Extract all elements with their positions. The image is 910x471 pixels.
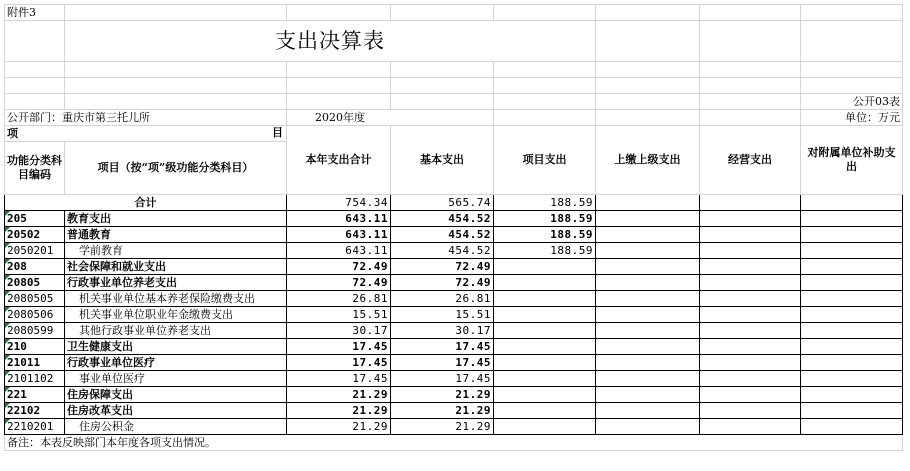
footnote: 备注：本表反映部门本年度各项支出情况。 bbox=[5, 435, 903, 451]
row-basic: 17.45 bbox=[391, 371, 494, 387]
header-business: 经营支出 bbox=[700, 126, 801, 195]
row-code: 208 bbox=[5, 259, 65, 275]
total-amount: 754.34 bbox=[287, 195, 391, 211]
row-code: 205 bbox=[5, 211, 65, 227]
spreadsheet bbox=[4, 4, 906, 451]
row-project bbox=[494, 323, 596, 339]
row-empty-cell bbox=[596, 371, 700, 387]
row-basic: 17.45 bbox=[391, 355, 494, 371]
table-row bbox=[5, 339, 903, 355]
attachment-label: 附件3 bbox=[5, 5, 65, 21]
row-code: 20805 bbox=[5, 275, 65, 291]
row-project bbox=[494, 355, 596, 371]
total-label: 合计 bbox=[5, 195, 287, 211]
row-empty-cell bbox=[700, 323, 801, 339]
row-empty-cell bbox=[596, 211, 700, 227]
row-empty-cell bbox=[801, 419, 903, 435]
table-row bbox=[5, 259, 903, 275]
page-title: 支出决算表 bbox=[65, 21, 596, 62]
row-empty-cell bbox=[801, 243, 903, 259]
header-name: 项目（按“项”级功能分类科目） bbox=[65, 142, 287, 195]
row-empty-cell bbox=[700, 371, 801, 387]
row-total: 30.17 bbox=[287, 323, 391, 339]
row-empty-cell bbox=[596, 307, 700, 323]
row-project bbox=[494, 419, 596, 435]
table-row bbox=[5, 227, 903, 243]
row-empty-cell bbox=[596, 403, 700, 419]
row-basic: 15.51 bbox=[391, 307, 494, 323]
row-empty-cell bbox=[801, 211, 903, 227]
row-empty-cell bbox=[801, 339, 903, 355]
row-empty-cell bbox=[700, 355, 801, 371]
row-empty-cell bbox=[801, 227, 903, 243]
table-row bbox=[5, 355, 903, 371]
row-total: 17.45 bbox=[287, 371, 391, 387]
row-empty-cell bbox=[596, 275, 700, 291]
table-row bbox=[5, 371, 903, 387]
row-empty-cell bbox=[700, 275, 801, 291]
row-code: 2080506 bbox=[5, 307, 65, 323]
header-item-right: 目 bbox=[272, 126, 283, 139]
total-project: 188.59 bbox=[494, 195, 596, 211]
table-row bbox=[5, 403, 903, 419]
header-upper: 上缴上级支出 bbox=[596, 126, 700, 195]
header-basic: 基本支出 bbox=[391, 126, 494, 195]
row-empty-cell bbox=[700, 307, 801, 323]
row-code: 22102 bbox=[5, 403, 65, 419]
row-project bbox=[494, 403, 596, 419]
row-total: 17.45 bbox=[287, 339, 391, 355]
row-basic: 454.52 bbox=[391, 227, 494, 243]
row-project bbox=[494, 259, 596, 275]
year-label: 2020年度 bbox=[287, 110, 494, 126]
row-name: 事业单位医疗 bbox=[65, 371, 287, 387]
row-name: 学前教育 bbox=[65, 243, 287, 259]
row-project bbox=[494, 275, 596, 291]
row-empty-cell bbox=[596, 387, 700, 403]
header-code: 功能分类科目编码 bbox=[5, 142, 65, 195]
row-basic: 454.52 bbox=[391, 211, 494, 227]
row-basic: 21.29 bbox=[391, 419, 494, 435]
expenditure-table bbox=[4, 4, 903, 451]
row-empty-cell bbox=[700, 339, 801, 355]
row-total: 17.45 bbox=[287, 355, 391, 371]
row-project: 188.59 bbox=[494, 227, 596, 243]
row-empty-cell bbox=[700, 227, 801, 243]
row-name: 行政事业单位医疗 bbox=[65, 355, 287, 371]
row-total: 643.11 bbox=[287, 211, 391, 227]
row-empty-cell bbox=[700, 211, 801, 227]
row-basic: 17.45 bbox=[391, 339, 494, 355]
row-name: 教育支出 bbox=[65, 211, 287, 227]
row-name: 普通教育 bbox=[65, 227, 287, 243]
row-empty-cell bbox=[700, 403, 801, 419]
row-code: 2210201 bbox=[5, 419, 65, 435]
row-empty-cell bbox=[596, 419, 700, 435]
row-empty-cell bbox=[700, 243, 801, 259]
total-basic: 565.74 bbox=[391, 195, 494, 211]
header-total: 本年支出合计 bbox=[287, 126, 391, 195]
row-empty-cell bbox=[596, 355, 700, 371]
row-total: 21.29 bbox=[287, 419, 391, 435]
row-total: 643.11 bbox=[287, 227, 391, 243]
row-empty-cell bbox=[596, 291, 700, 307]
row-basic: 21.29 bbox=[391, 403, 494, 419]
row-name: 住房公积金 bbox=[65, 419, 287, 435]
row-code: 2101102 bbox=[5, 371, 65, 387]
row-name: 住房改革支出 bbox=[65, 403, 287, 419]
row-name: 行政事业单位养老支出 bbox=[65, 275, 287, 291]
row-project bbox=[494, 339, 596, 355]
row-name: 住房保障支出 bbox=[65, 387, 287, 403]
row-empty-cell bbox=[700, 291, 801, 307]
table-row bbox=[5, 291, 903, 307]
row-project: 188.59 bbox=[494, 243, 596, 259]
row-total: 21.29 bbox=[287, 403, 391, 419]
row-total: 72.49 bbox=[287, 259, 391, 275]
row-empty-cell bbox=[801, 275, 903, 291]
data-rows bbox=[5, 211, 903, 435]
row-empty-cell bbox=[801, 323, 903, 339]
row-basic: 72.49 bbox=[391, 259, 494, 275]
row-total: 21.29 bbox=[287, 387, 391, 403]
row-empty-cell bbox=[596, 243, 700, 259]
row-empty-cell bbox=[596, 227, 700, 243]
header-subsidy: 对附属单位补助支出 bbox=[801, 126, 903, 195]
table-row bbox=[5, 243, 903, 259]
form-number: 公开03表 bbox=[801, 94, 903, 110]
row-code: 21011 bbox=[5, 355, 65, 371]
row-name: 机关事业单位基本养老保险缴费支出 bbox=[65, 291, 287, 307]
row-total: 26.81 bbox=[287, 291, 391, 307]
table-row bbox=[5, 387, 903, 403]
row-project bbox=[494, 387, 596, 403]
table-row bbox=[5, 323, 903, 339]
row-empty-cell bbox=[801, 291, 903, 307]
row-empty-cell bbox=[801, 371, 903, 387]
row-name: 其他行政事业单位养老支出 bbox=[65, 323, 287, 339]
row-empty-cell bbox=[596, 259, 700, 275]
row-name: 社会保障和就业支出 bbox=[65, 259, 287, 275]
unit-label: 单位：万元 bbox=[801, 110, 903, 126]
row-empty-cell bbox=[700, 259, 801, 275]
table-row bbox=[5, 275, 903, 291]
row-empty-cell bbox=[596, 323, 700, 339]
row-empty-cell bbox=[596, 339, 700, 355]
row-total: 15.51 bbox=[287, 307, 391, 323]
row-total: 643.11 bbox=[287, 243, 391, 259]
row-name: 卫生健康支出 bbox=[65, 339, 287, 355]
row-empty-cell bbox=[700, 419, 801, 435]
row-empty-cell bbox=[700, 387, 801, 403]
table-row bbox=[5, 211, 903, 227]
row-basic: 26.81 bbox=[391, 291, 494, 307]
row-empty-cell bbox=[801, 307, 903, 323]
header-project: 项目支出 bbox=[494, 126, 596, 195]
row-name: 机关事业单位职业年金缴费支出 bbox=[65, 307, 287, 323]
row-code: 2080505 bbox=[5, 291, 65, 307]
row-project bbox=[494, 307, 596, 323]
row-empty-cell bbox=[801, 355, 903, 371]
row-code: 221 bbox=[5, 387, 65, 403]
table-row bbox=[5, 419, 903, 435]
department-label: 公开部门：重庆市第三托儿所 bbox=[5, 110, 287, 126]
table-row bbox=[5, 307, 903, 323]
row-basic: 21.29 bbox=[391, 387, 494, 403]
row-code: 2080599 bbox=[5, 323, 65, 339]
row-code: 20502 bbox=[5, 227, 65, 243]
row-empty-cell bbox=[801, 387, 903, 403]
row-project bbox=[494, 291, 596, 307]
row-code: 2050201 bbox=[5, 243, 65, 259]
header-item-left: 项 bbox=[7, 127, 18, 140]
row-total: 72.49 bbox=[287, 275, 391, 291]
row-basic: 72.49 bbox=[391, 275, 494, 291]
row-code: 210 bbox=[5, 339, 65, 355]
row-empty-cell bbox=[801, 403, 903, 419]
row-empty-cell bbox=[801, 259, 903, 275]
row-project bbox=[494, 371, 596, 387]
row-basic: 30.17 bbox=[391, 323, 494, 339]
row-project: 188.59 bbox=[494, 211, 596, 227]
row-basic: 454.52 bbox=[391, 243, 494, 259]
